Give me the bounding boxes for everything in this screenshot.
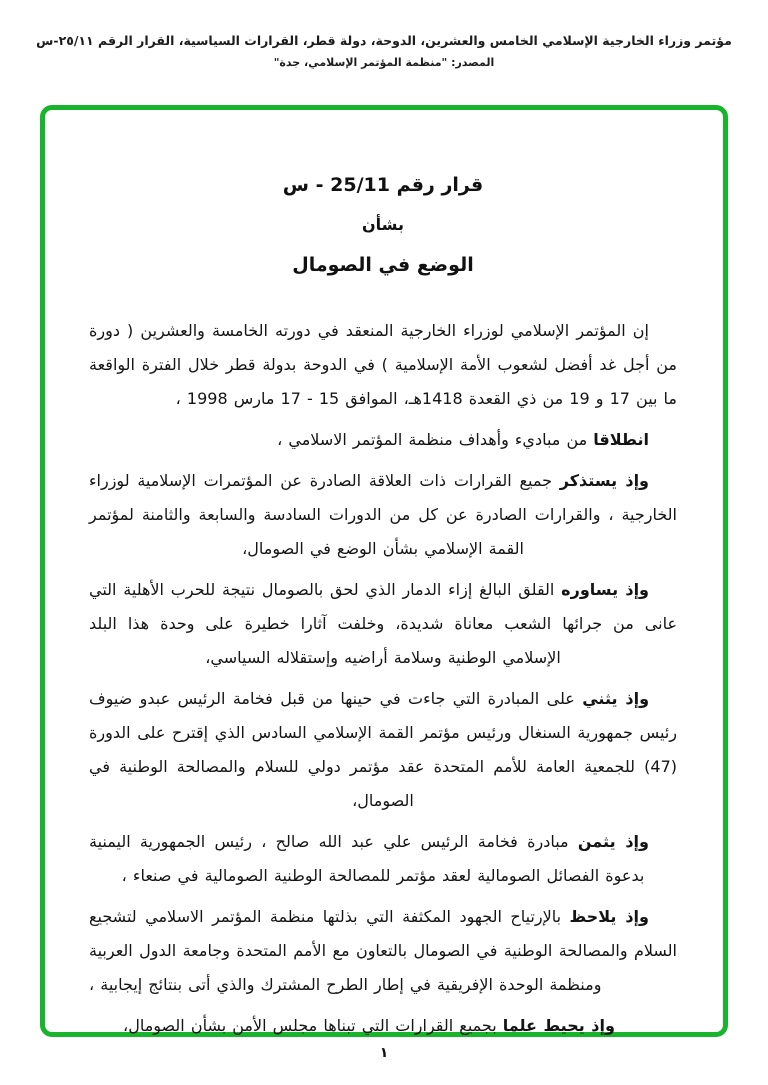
paragraph-body: بجميع القرارات التي تبناها مجلس الأمن بشأن الصومال، [123, 1016, 497, 1035]
resolution-number: قرار رقم 25/11 - س [282, 174, 484, 196]
resolution-subject: الوضع في الصومال [292, 254, 474, 276]
paragraph-lead: وإذ يحيط علما [502, 1016, 615, 1035]
document-header [0, 33, 768, 70]
document-body [45, 110, 723, 1035]
preamble-paragraph-8 [89, 1009, 677, 1043]
paragraph-lead: وإذ يلاحظ [569, 907, 649, 926]
preamble-paragraph-7 [89, 900, 677, 1002]
paragraph-body: من مباديء وأهداف منظمة المؤتمر الاسلامي ، [277, 430, 588, 449]
resolution-subject-label: بشأن [362, 215, 404, 234]
preamble-paragraph-4 [89, 573, 677, 675]
header-source-line: مؤتمر وزراء الخارجية الإسلامي الخامس والعشرين، الدوحة، دولة قطر، القرارات السياسية، القرار الرقم ٢٥/١١-س [36, 33, 732, 48]
paragraph-lead: انطلاقا [593, 430, 649, 449]
preamble-paragraph-5 [89, 682, 677, 818]
paragraph-body: مبادرة فخامة الرئيس علي عبد الله صالح ، رئيس الجمهورية اليمنية بدعوة الفصائل الصومالية لعقد مؤتمر للمصالحة الوطنية الصومالية في صنعاء ، [89, 832, 645, 885]
paragraph-body: على المبادرة التي جاءت في حينها من قبل فخامة الرئيس عبدو ضيوف رئيس جمهورية السنغال ورئيس مؤتمر القمة الإسلامي السادس الذي إقترح على الدورة (47) للجمعية العامة للأمم المتحدة عقد مؤتمر دولي للسلام والمصالحة الوطنية في الصومال، [89, 689, 677, 810]
preamble-paragraph-1 [89, 314, 677, 416]
paragraph-lead: وإذ يثني [582, 689, 650, 708]
preamble-paragraph-2 [89, 423, 677, 457]
paragraph-lead: وإذ يساوره [561, 580, 649, 599]
paragraph-lead: وإذ يثمن [577, 832, 649, 851]
preamble-paragraph-6 [89, 825, 677, 893]
resolution-title-block [89, 172, 677, 278]
header-publisher-line: المصدر: "منظمة المؤتمر الإسلامي، جدة" [273, 56, 495, 69]
green-border-frame [40, 105, 728, 1037]
preamble-paragraph-3 [89, 464, 677, 566]
paragraph-body: جميع القرارات ذات العلاقة الصادرة عن المؤتمرات الإسلامية لوزراء الخارجية ، والقرارات الصادرة عن كل من الدورات السادسة والسابعة والثامنة لمؤتمر القمة الإسلامي بشأن الوضع في الصومال، [89, 471, 677, 558]
preamble-text [89, 314, 677, 1043]
paragraph-body: بالإرتياح الجهود المكثفة التي بذلتها منظمة المؤتمر الاسلامي لتشجيع السلام والمصالحة الوطنية في الصومال بالتعاون مع الأمم المتحدة وجامعة الدول العربية ومنظمة الوحدة الإفريقية في إطار الطرح المشترك والذي أتى بنتائج إيجابية ، [89, 907, 677, 994]
paragraph-lead: وإذ يستذكر [559, 471, 649, 490]
paragraph-body: إن المؤتمر الإسلامي لوزراء الخارجية المنعقد في دورته الخامسة والعشرين ( دورة من أجل غد أفضل لشعوب الأمة الإسلامية ) في الدوحة بدولة قطر خلال الفترة الواقعة ما بين 17 و 19 من ذي القعدة 1418هـ، الموافق 15 - 17 مارس 1998 ، [89, 321, 677, 408]
page-number: ١ [379, 1045, 389, 1061]
paragraph-body: القلق البالغ إزاء الدمار الذي لحق بالصومال نتيجة للحرب الأهلية التي عانى من جرائها الشعب معاناة شديدة، وخلفت آثارا خطيرة على وحدة هذا البلد الإسلامي الوطنية وسلامة أراضيه وإستقلاله السياسي، [89, 580, 677, 667]
